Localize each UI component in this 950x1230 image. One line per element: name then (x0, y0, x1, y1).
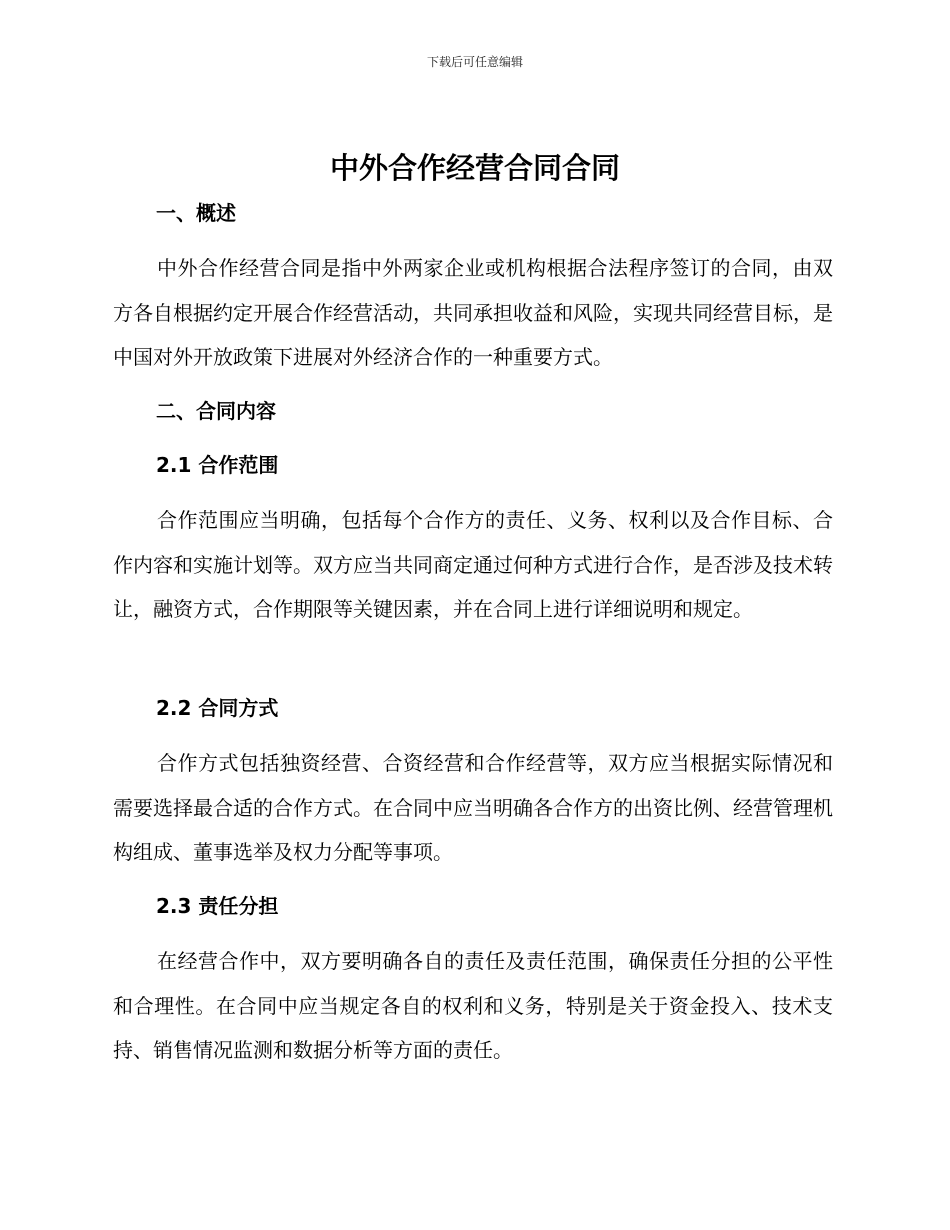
section-heading-overview: 一、概述 (156, 201, 236, 225)
paragraph-cooperation-scope: 合作范围应当明确，包括每个合作方的责任、义务、权利以及合作目标、合作内容和实施计划等。双方应当共同商定通过何种方式进行合作，是否涉及技术转让，融资方式，合作期限等关键因素，并在合同上进行详细说明和规定。 (113, 508, 833, 621)
paragraph-overview: 中外合作经营合同是指中外两家企业或机构根据合法程序签订的合同，由双方各自根据约定开展合作经营活动，共同承担收益和风险，实现共同经营目标，是中国对外开放政策下进展对外经济合作的一种重要方式。 (113, 256, 833, 369)
paragraph-responsibility: 在经营合作中，双方要明确各自的责任及责任范围，确保责任分担的公平性和合理性。在合同中应当规定各自的权利和义务，特别是关于资金投入、技术支持、销售情况监测和数据分析等方面的责任。 (113, 949, 833, 1062)
section-heading-contract-content: 二、合同内容 (156, 399, 276, 423)
page-title: 中外合作经营合同合同 (329, 151, 620, 185)
paragraph-contract-method: 合作方式包括独资经营、合资经营和合作经营等，双方应当根据实际情况和需要选择最合适的合作方式。在合同中应当明确各合作方的出资比例、经营管理机构组成、董事选举及权力分配等事项。 (113, 751, 833, 864)
subsection-heading-cooperation-scope: 2.1 合作范围 (156, 453, 279, 477)
header-watermark: 下载后可任意编辑 (426, 55, 523, 69)
subsection-heading-contract-method: 2.2 合同方式 (156, 696, 279, 720)
subsection-heading-responsibility: 2.3 责任分担 (156, 894, 279, 918)
